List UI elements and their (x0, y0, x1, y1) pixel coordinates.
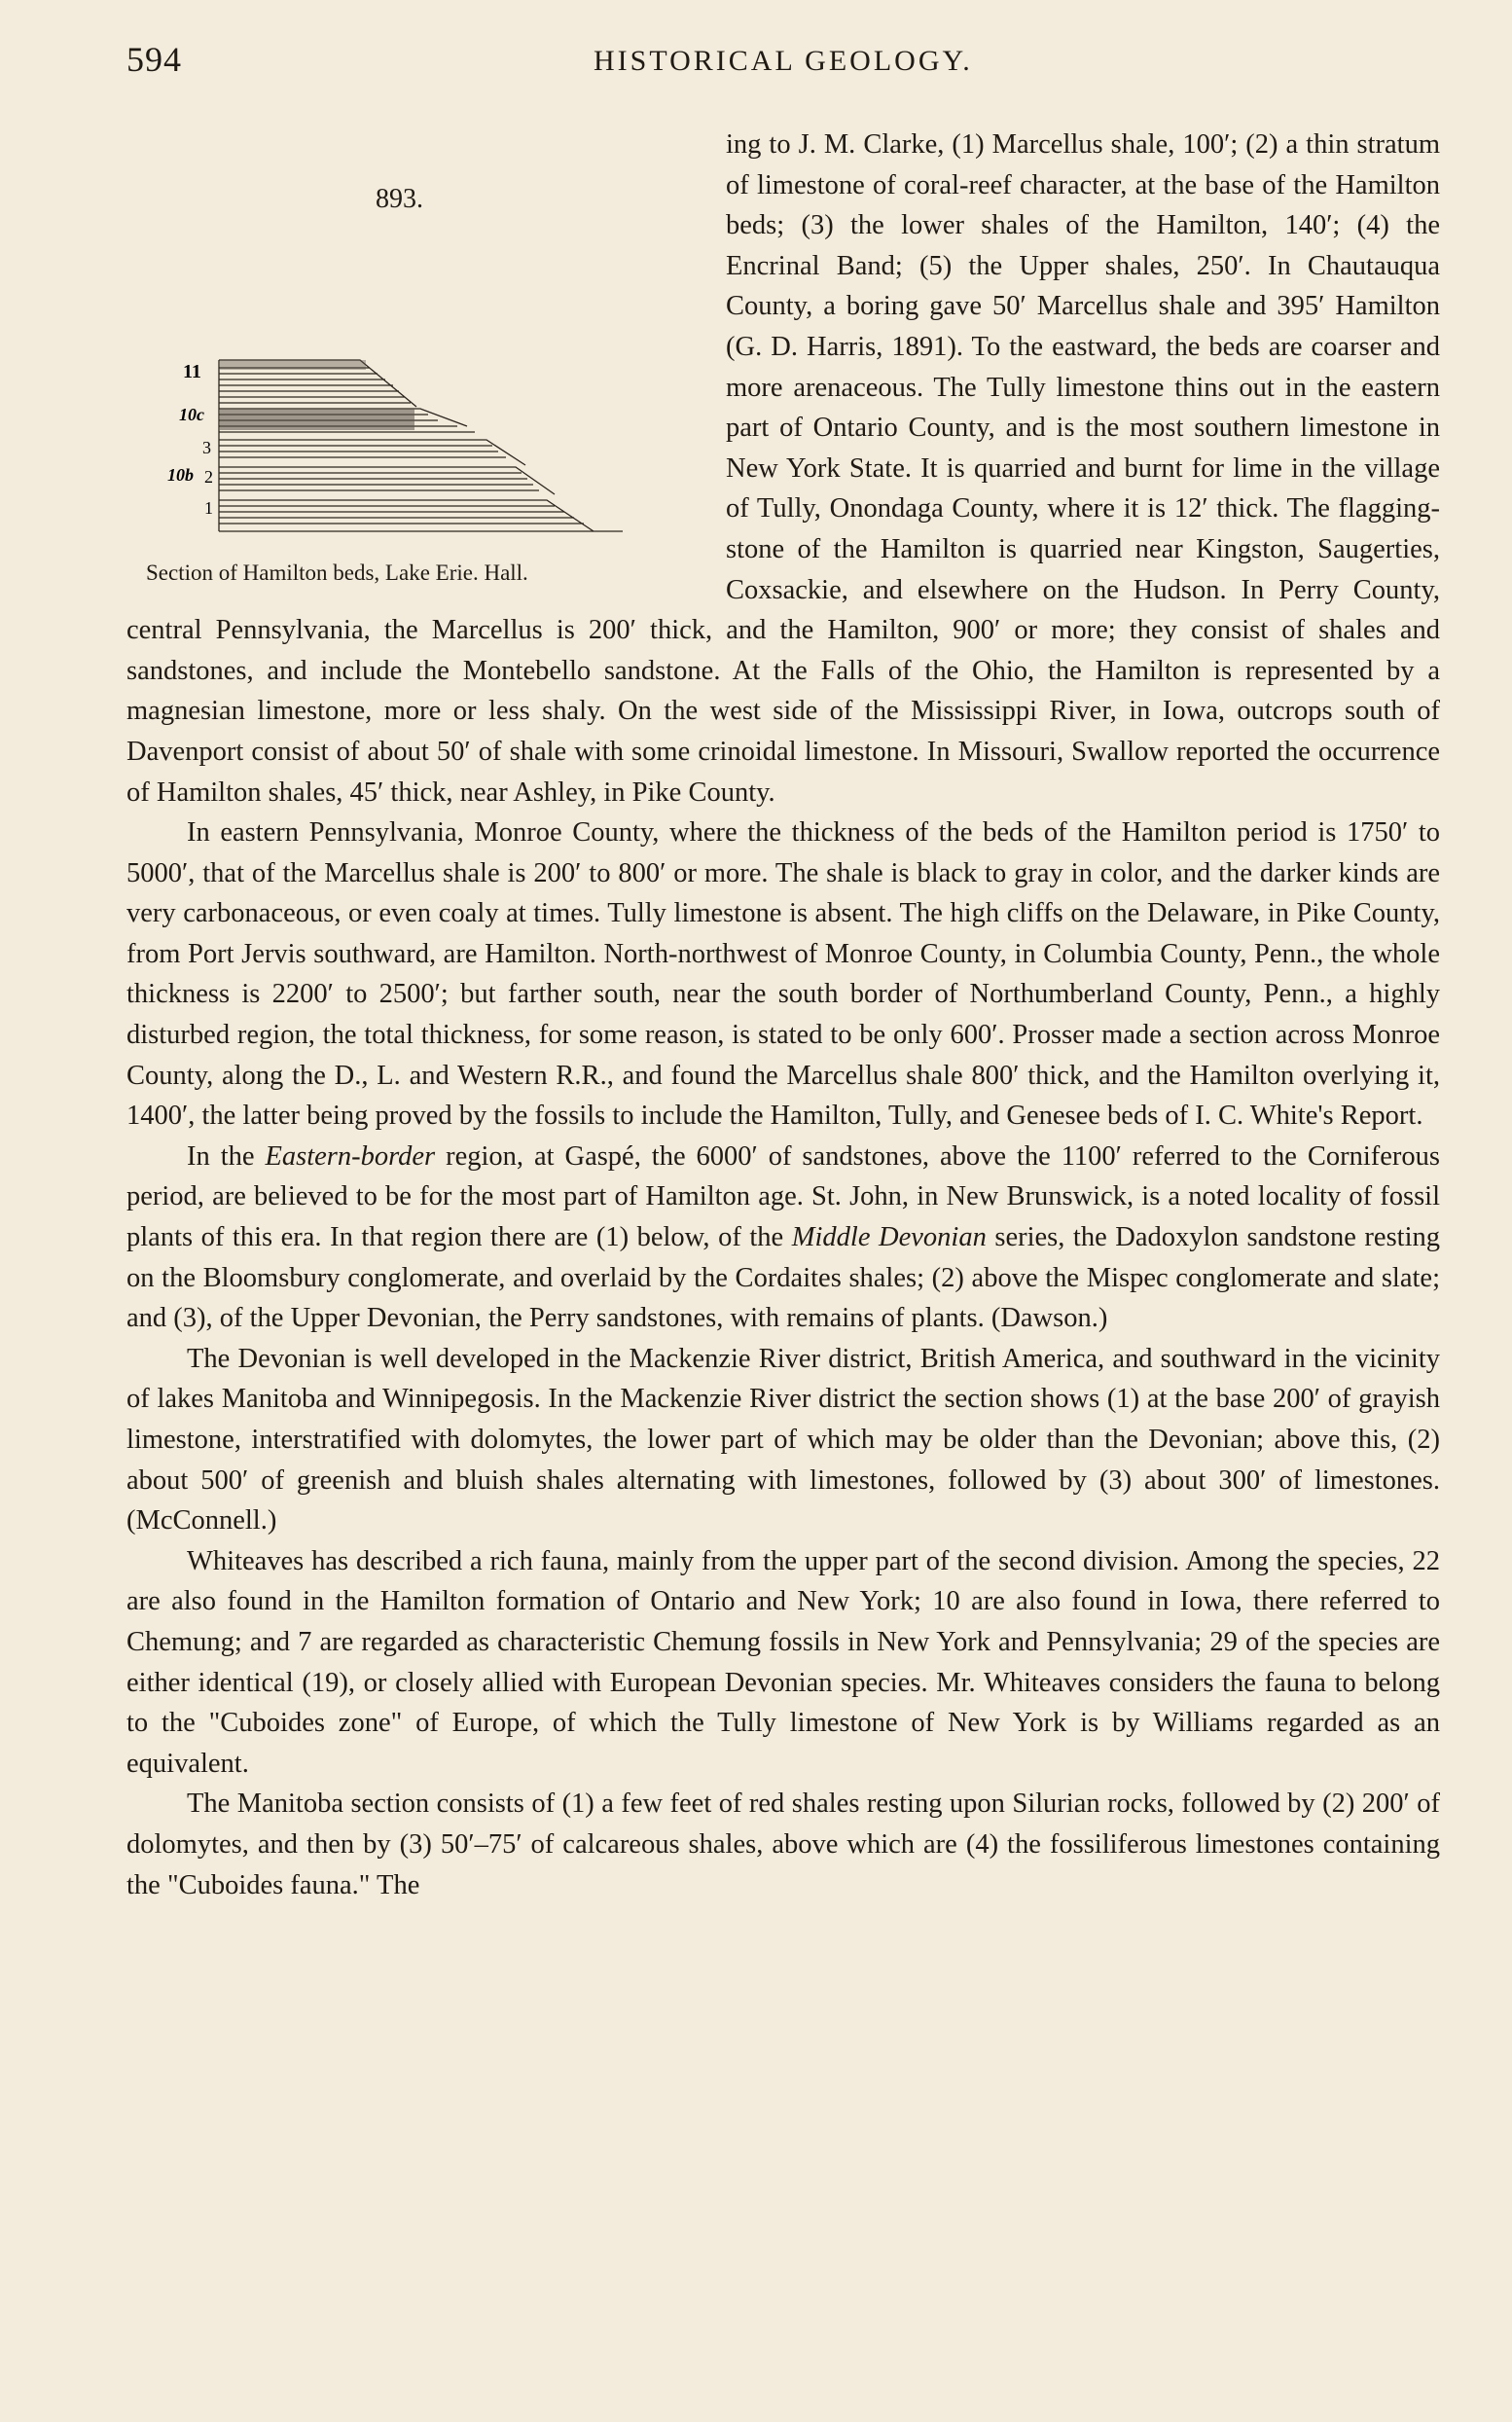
paragraph-3 (126, 1137, 1440, 1339)
figure-caption: Section of Hamilton beds, Lake Erie. Hall. (146, 560, 528, 585)
strata-lines (219, 360, 623, 531)
label-2: 2 (204, 467, 213, 487)
strata-section-diagram (165, 339, 710, 543)
page-header (126, 39, 1440, 88)
figure-893 (126, 125, 701, 585)
label-3: 3 (202, 438, 211, 457)
page-number: 594 (126, 40, 182, 79)
body-text (126, 125, 1440, 1905)
label-10b: 10b (167, 465, 194, 485)
paragraph-1: ing to J. M. Clarke, (1) Marcellus shale, 100′; (2) a thin stratum of limestone of coral-reef character, at the base of the Hamilton beds; (3) the lower shales of the Hamilton, 140′; (4) the Encrinal Band; (5) the Upper shales, 250′. In Chautauqua County, a boring gave 50′ Marcellus shale and 395′ Hamilton (G. D. Harris, 1891). To the eastward, the beds are coarser and more arenaceous. The Tully limestone thins out in the eastern part of Ontario County, and is the most southern limestone in New York State. It is quarried and burnt for lime in the village of Tully, Onondaga County, where it is 12′ thick. The flagging-stone of the Hamilton is quarried near Kingston, Saugerties, Coxsackie, and elsewhere on the Hudson. In Perry County, central Pennsylvania, the Marcellus is 200′ thick, and the Hamilton, 900′ or more; they consist of shales and sandstones, and include the Montebello sandstone. At the Falls of the Ohio, the Hamilton is represented by a magnesian limestone, more or less shaly. On the west side of the Mississippi River, in Iowa, outcrops south of Davenport consist of about 50′ of shale with some crinoidal limestone. In Missouri, Swallow reported the occurrence of Hamilton shales, 45′ thick, near Ashley, in Pike County. (126, 129, 1440, 808)
figure-number: 893. (376, 184, 423, 214)
paragraph-3-part-b: region, at Gaspé, the 6000′ of sandstones, above the 1100′ referred to the Corniferous period, are believed to be for the most part of Hamilton age. St. John, in New Brunswick, is a noted locality of fossil plants of this era. In that region there are (1) below, of the (126, 1140, 1440, 1253)
paragraph-5: Whiteaves has described a rich fauna, mainly from the upper part of the second division. Among the species, 22 are also found in the Hamilton formation of Ontario and New York; 10 are also found in Iowa, there referred to Chemung; and 7 are regarded as characteristic Chemung fossils in New York and Pennsylvania; 29 of the species are either identical (19), or closely allied with European Devonian species. Mr. Whiteaves considers the fauna to belong to the "Cuboides zone" of Europe, of which the Tully limestone of New York is by Williams regarded as an equivalent. (126, 1545, 1440, 1779)
label-1: 1 (204, 498, 213, 518)
term-middle-devonian: Middle Devonian (791, 1222, 987, 1253)
paragraph-3-part-a: In the (187, 1140, 266, 1172)
paragraph-4: The Devonian is well developed in the Mackenzie River district, British America, and southward in the vicinity of lakes Manitoba and Winnipegosis. In the Mackenzie River district the section shows (1) at the base 200′ of grayish limestone, interstratified with dolomytes, the lower part of which may be older than the Devonian; above this, (2) about 500′ of greenish and bluish shales alternating with limestones, followed by (3) about 300′ of limestones. (McConnell.) (126, 1343, 1440, 1536)
label-11: 11 (183, 361, 201, 382)
running-head: HISTORICAL GEOLOGY. (594, 45, 973, 77)
label-10c: 10c (179, 405, 204, 424)
dark-band-10c (220, 409, 414, 430)
dark-band-top (220, 360, 366, 370)
paragraph-6: The Manitoba section consists of (1) a few feet of red shales resting upon Silurian rocks, followed by (2) 200′ of dolomytes, and then by (3) 50′–75′ of calcareous shales, above which are (4) the fossiliferous limestones containing the "Cuboides fauna." The (126, 1789, 1440, 1900)
term-eastern-border: Eastern-border (265, 1140, 436, 1172)
paragraph-2: In eastern Pennsylvania, Monroe County, where the thickness of the beds of the Hamilton period is 1750′ to 5000′, that of the Marcellus shale is 200′ to 800′ or more. The shale is black to gray in color, and the darker kinds are very carbonaceous, or even coaly at times. Tully limestone is absent. The high cliffs on the Delaware, in Pike County, from Port Jervis southward, are Hamilton. North-northwest of Monroe County, in Columbia County, Penn., the whole thickness is 2200′ to 2500′; but farther south, near the south border of Northumberland County, Penn., a highly disturbed region, the total thickness, for some reason, is stated to be only 600′. Prosser made a section across Monroe County, along the D., L. and Western R.R., and found the Marcellus shale 800′ thick, and the Hamilton overlying it, 1400′, the latter being proved by the fossils to include the Hamilton, Tully, and Genesee beds of I. C. White's Report. (126, 817, 1440, 1132)
paragraph-3-part-c: series, the Dadoxylon sandstone resting on the Bloomsbury conglomerate, and overlaid by the Cordaites shales; (2) above the Mispec conglomerate and slate; and (3), of the Upper Devonian, the Perry sandstones, with remains of plants. (Dawson.) (126, 1222, 1441, 1334)
